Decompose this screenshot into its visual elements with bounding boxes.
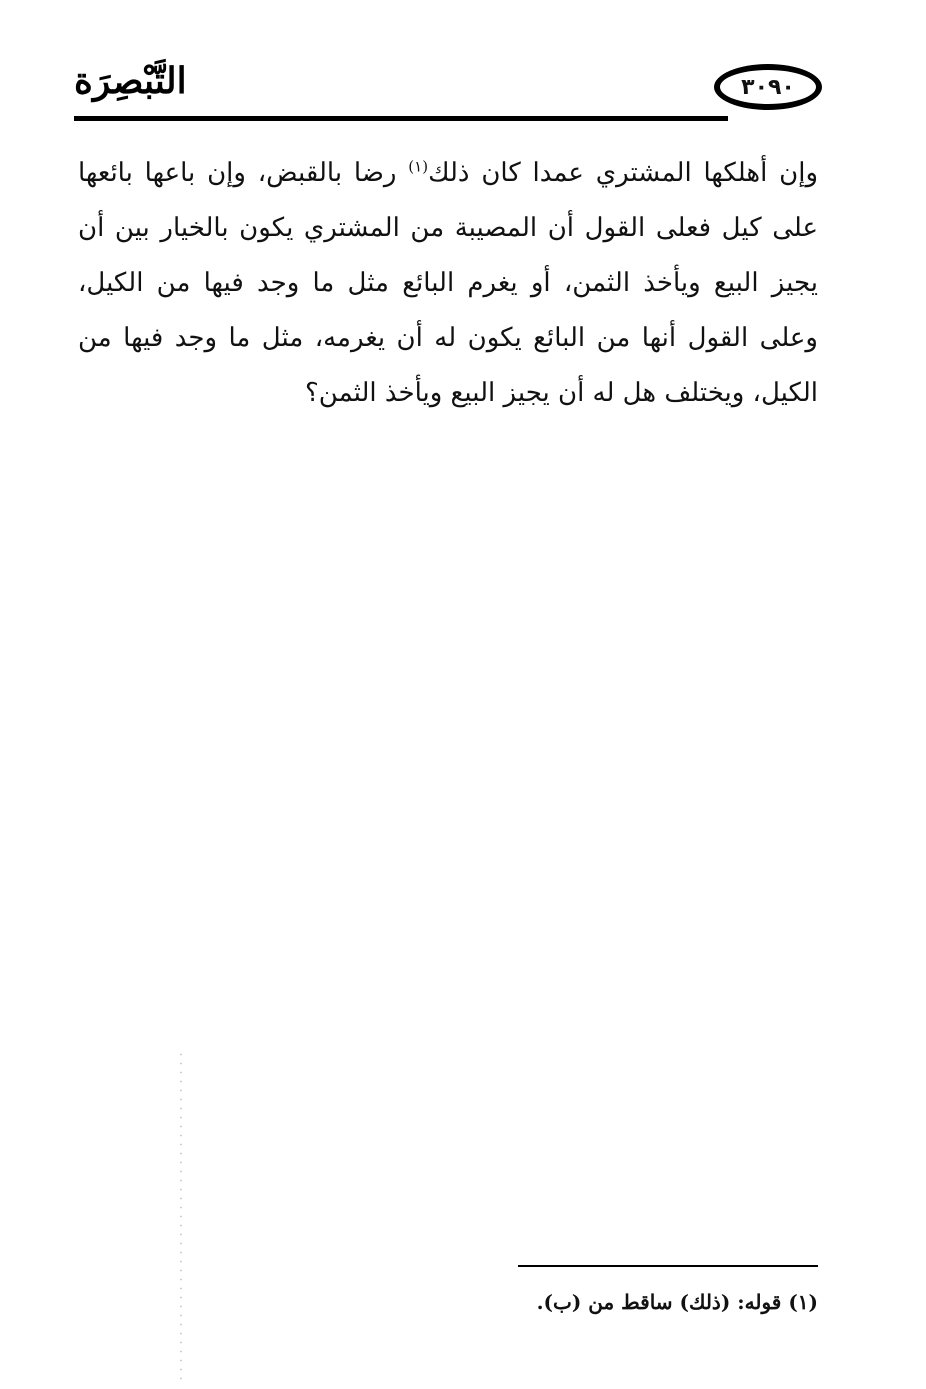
footnote-separator <box>518 1265 818 1267</box>
footnote-reference[interactable]: (١) <box>408 157 429 176</box>
header-rule <box>74 116 728 121</box>
footnotes <box>118 1290 818 1314</box>
page-number-badge <box>714 64 822 110</box>
body-paragraph <box>78 146 818 421</box>
footnote-1: (١) قوله: (ذلك) ساقط من (ب). <box>536 1290 818 1314</box>
book-title: التَّبْصِرَة <box>74 60 187 102</box>
paragraph-text-rest: رضا بالقبض، وإن باعها بائعها على كيل فعلى القول أن المصيبة من المشتري يكون بالخيار بين أن يجيز البيع ويأخذ الثمن، أو يغرم البائع مثل ما وجد فيها من الكيل، وعلى القول أنها من البائع يكون له أن يغرمه، مثل ما وجد فيها من الكيل، ويختلف هل له أن يجيز البيع ويأخذ الثمن؟ <box>78 158 818 408</box>
page-number: ٣٠٩٠ <box>741 74 795 100</box>
margin-speckle <box>178 1050 186 1380</box>
paragraph-text-start: وإن أهلكها المشتري عمدا كان ذلك <box>428 158 819 188</box>
page-header <box>74 54 822 126</box>
main-text <box>78 146 818 421</box>
